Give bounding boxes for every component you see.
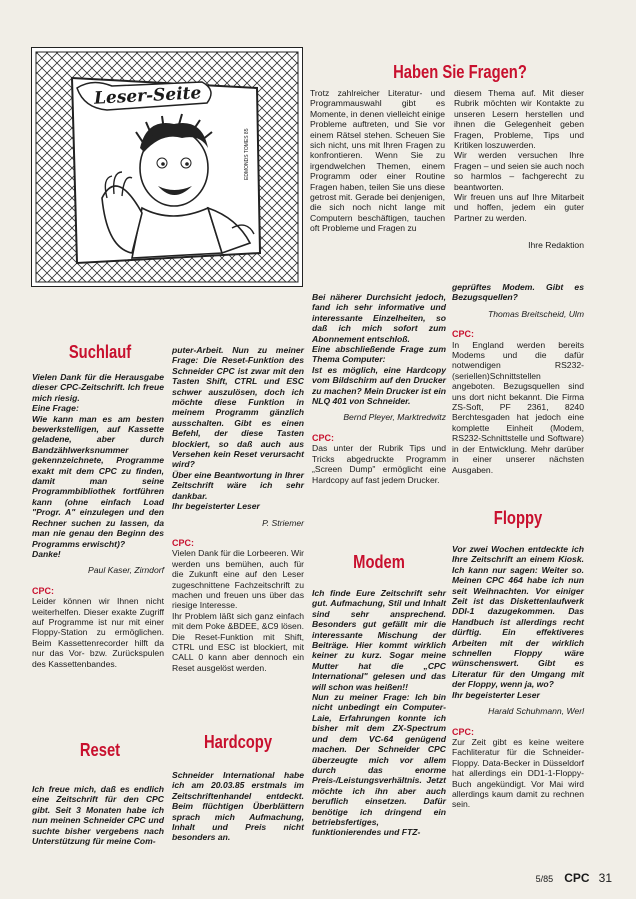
heading-hardcopy: Hardcopy — [203, 732, 273, 752]
leser-seite-illustration — [31, 47, 303, 287]
reset-answer: Vielen Dank für die Lorbeeren. Wir werden uns bemühen, auch für die Zukunft eine auf den Leser zugeschnittene Fachzeitschrift zu machen und freuen uns über das riesige Interesse. Ihr Problem läßt sich ganz einfach mit dem Poke &BDEE, &C9 lösen. Die Reset-Funktion mit Shift, CTRL und ESC ist blockiert, mit CALL 0 kann aber dennoch ein Reset ausgelöst werden. — [172, 548, 304, 673]
reset-letter-continued: puter-Arbeit. Nun zu meiner Frage: Die Reset-Funktion des Schneider CPC ist zwar mit den Tasten Shift, CTRL und ESC schwer auszulösen, doch ich möchte diese Funktion in meinem Programm gänzlich ausschalten. Gibt es einen Befehl, der diese Tasten blockiert, so daß auch aus Versehen kein Reset verursacht wird? Über eine Beantwortung in Ihrer Zeitschrift wäre ich sehr dankbar. Ihr begeisterter Leser — [172, 345, 304, 512]
heading-haben-sie-fragen: Haben Sie Fragen? — [393, 62, 527, 82]
heading-reset: Reset — [79, 740, 121, 760]
heading-modem: Modem — [353, 552, 405, 572]
logo-text: Leser-Seite — [93, 83, 202, 109]
suchlauf-answer: Leider können wir Ihnen nicht weiterhelfen. Dieser exakte Zugriff auf Programme ist nur mit einer Floppy-Station zu ermöglichen. Beim Kassettenrecorder hilft da nur das Vor- bzw. Zurückspulen des Kassettenbandes. — [32, 596, 164, 669]
artist-signature: EDMONDS TOMES 85 — [244, 128, 250, 180]
modem-letter: Ich finde Eure Zeitschrift sehr gut. Aufmachung, Stil und Inhalt sind sehr ansprechend. Besonders gut gefällt mir die interessante Mischung der Beiträge. Hier kommt wirklich keiner zu kurz. Sogar meine Mutter hat die „CPC International" gelesen und das will schon was heißen!! Nun zu meiner Frage: Ich bin nicht unbedingt ein Computer-Laie, Erfahrungen konnte ich bisher mit dem ZX-Spectrum und dem VC-64 genügend machen. Der Schneider CPC überzeugte mich vor allem durch das enorme Preis-/Leistungsverhältnis. Jetzt möchte ich ihn aber auch beruflich einsetzen. Dafür benötige ich dringend ein betriebsfertiges, funktionierendes und FTZ- — [312, 588, 446, 838]
issue-number: 5/85 — [535, 874, 554, 884]
page-footer — [536, 871, 612, 885]
modem-letter-continued: geprüftes Modem. Gibt es Bezugsquellen? — [452, 282, 584, 303]
column-a — [32, 372, 164, 669]
reset-signature: P. Striemer — [262, 517, 304, 528]
reset-letter: Ich freue mich, daß es endlich eine Zeitschrift für den CPC gibt. Seit 3 Monaten habe ich nun meinen Schneider CPC und suchte bisher vergebens nach Unterstützung für meine Com- — [32, 784, 164, 847]
hardcopy-cpc-label: CPC: — [312, 432, 334, 443]
hardcopy-letter: Schneider International habe ich am 20.03.85 erstmals im Zeitschriftenhandel entdeckt. Beim flüchtigen Überblättern sprach mich Aufmachung, Inhalt und Preis nicht besonders an. — [172, 770, 304, 843]
fragen-text-col2: diesem Thema auf. Mit dieser Rubrik möchten wir Kontakte zu unseren Lesern herstellen und ihnen die Gelegenheit geben Fragen, Probleme, Tips und Kritiken loszuwerden. Wir werden versuchen Ihre Fragen – und seien sie auch noch so harmlos – fachgerecht zu beantworten. Wir freuen uns auf Ihre Mitarbeit und hoffen, jedem ein guter Partner zu werden. — [454, 88, 584, 223]
floppy-cpc-label: CPC: — [452, 726, 474, 737]
column-d-floppy — [452, 544, 584, 810]
suchlauf-letter: Vielen Dank für die Herausgabe dieser CPC-Zeitschrift. Ich freue mich riesig. Eine Frage: Wie kann man es am besten bewerkstelligen, auf Kassette geladene, aber durch Bandzählwerksnummer gekennzeichnete, Programme exakt mit dem CPC zu finden, damit man seine Programmbibliothek fortführen kann (ohne einfach Load "Progr. A" einzulegen und den Rechner suchen zu lassen, da man nie genau den Beginn des Programms erwischt)? Danke! — [32, 372, 164, 559]
floppy-letter: Vor zwei Wochen entdeckte ich Ihre Zeitschrift an einem Kiosk. Ich kann nur sagen: Weiter so. Meinen CPC 464 habe ich nun seit Weihnachten. Vor einiger Zeit ist das Diskettenlaufwerk DDI-1 dazugekommen. Das Handbuch ist allerdings recht dürftig. Ein effektiveres Arbeiten mit der wirklich schnellen Floppy wäre wünschenswert. Gibt es Literatur für den Umgang mit der Floppy, wenn ja, wo? Ihr begeisterter Leser — [452, 544, 584, 700]
hardcopy-answer: Das unter der Rubrik Tips und Tricks abgedruckte Programm „Screen Dump" ermöglicht eine Hardcopy auf fast jedem Drucker. — [312, 443, 446, 485]
heading-floppy: Floppy — [493, 508, 543, 528]
modem-signature: Thomas Breitscheid, Ulm — [488, 308, 584, 319]
modem-cpc-label: CPC: — [452, 329, 474, 340]
heading-suchlauf: Suchlauf — [68, 342, 132, 362]
floppy-signature: Harald Schuhmann, Werl — [488, 706, 584, 717]
fragen-text-col1: Trotz zahlreicher Literatur- und Programmauswahl gibt es Momente, in denen vielleicht einige Probleme auftreten, und Sie vor einem Rätsel stehen. Scheuen Sie sich nicht, uns mit Ihren Fragen zu konfrontieren. Wenn Sie zu irgendwelchen Themen, einem Programm oder einer Routine Fragen haben, teilen Sie uns diese getrost mit. Gerade bei denjenigen, die sich noch nicht lange mit Computern beschäftigen, tauchen oft Probleme und Fragen zu — [310, 88, 445, 234]
suchlauf-cpc-label: CPC: — [32, 585, 54, 596]
hardcopy-letter-continued: Bei näherer Durchsicht jedoch, fand ich sehr informative und interessante Einzelheiten, so daß ich mich sofort zum Abonnement entschloß. Eine abschließende Frage zum Thema Computer: Ist es möglich, eine Hardcopy vom Bildschirm auf den Drucker zu machen? Mein Drucker ist ein NLQ 401 von Schneider. — [312, 292, 446, 407]
suchlauf-signature: Paul Kaser, Zirndorf — [88, 565, 164, 576]
page-number: 31 — [598, 871, 612, 885]
modem-answer: In England werden bereits Modems und die dafür notwendigen RS232-(seriellen)Schnittstellen angeboten. Bezugsquellen sind uns dort nicht bekannt. Die Firma ZS-Soft, PF 2361, 8240 Berchtesgaden hat jedoch eine komplette Einheit (Modem, RS232-Schnittstelle und Software) in der Entwicklung. Mehr darüber in einer unserer nächsten Ausgaben. — [452, 339, 584, 475]
column-d-top — [452, 282, 584, 475]
column-c-top — [312, 292, 446, 485]
magazine-name: CPC — [564, 871, 590, 885]
illustration-drawing — [32, 48, 302, 286]
reset-cpc-label: CPC: — [172, 537, 194, 548]
floppy-answer: Zur Zeit gibt es keine weitere Fachliteratur für die Schneider-Floppy. Data-Becker in Düsseldorf hat allerdings ein DD1-1-Floppy-Buch angekündigt. Vor Mai wird allerdings kaum damit zu rechnen sein. — [452, 736, 584, 810]
hardcopy-signature: Bernd Pleyer, Marktredwitz — [343, 412, 446, 423]
column-b — [172, 345, 304, 673]
fragen-signature: Ihre Redaktion — [528, 240, 584, 250]
